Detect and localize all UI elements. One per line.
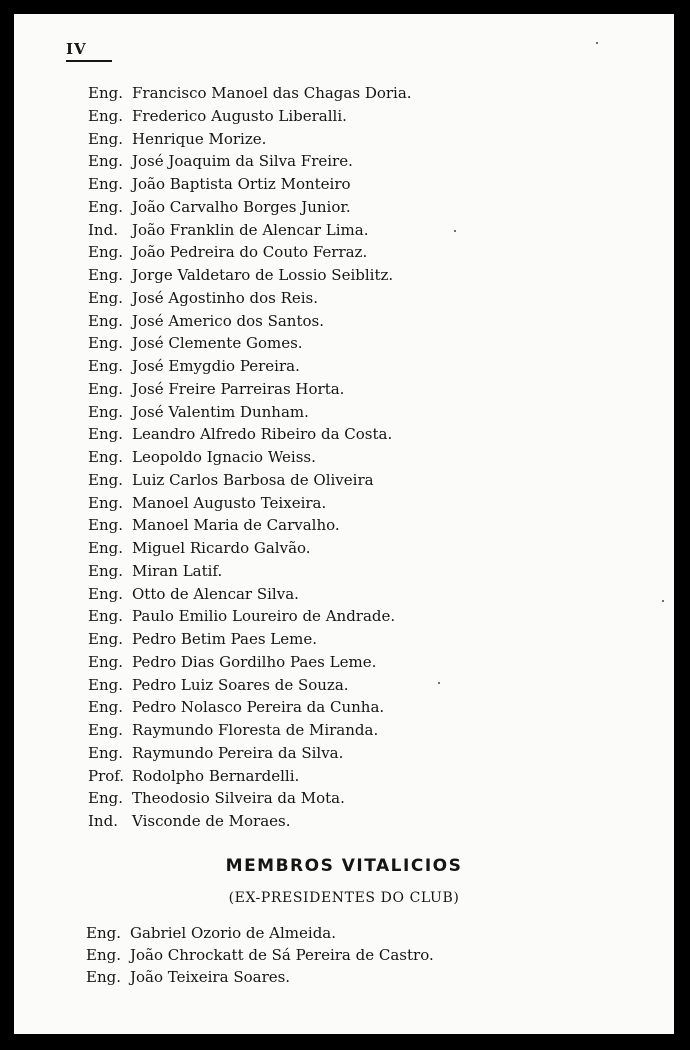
member-name: João Carvalho Borges Junior.	[132, 197, 351, 216]
paper-speck	[454, 230, 456, 232]
member-title: Eng.	[88, 106, 123, 125]
member-name: Henrique Morize.	[132, 129, 267, 148]
page-number: IV	[66, 40, 87, 58]
member-title: Eng.	[88, 607, 123, 626]
member-title: Eng.	[88, 448, 123, 466]
member-title: Eng.	[88, 311, 123, 330]
member-name: Luiz Carlos Barbosa de Oliveira	[132, 470, 374, 489]
member-entry	[88, 84, 412, 102]
lifetime-member-entry	[86, 924, 336, 942]
lifetime-member-entry	[86, 968, 290, 986]
member-name: Francisco Manoel das Chagas Doria.	[132, 84, 412, 102]
member-title: Eng.	[86, 924, 121, 942]
member-title: Eng.	[88, 243, 123, 262]
member-entry	[88, 130, 266, 148]
member-title: Eng.	[88, 630, 123, 648]
member-name: Manoel Maria de Carvalho.	[132, 516, 340, 535]
member-name: Visconde de Moraes.	[132, 812, 291, 830]
member-name: Miguel Ricardo Galvão.	[132, 539, 311, 557]
member-title: Eng.	[86, 946, 121, 964]
member-entry	[88, 471, 374, 489]
member-title: Eng.	[88, 652, 123, 671]
member-entry	[88, 380, 344, 398]
member-name: Raymundo Floresta de Miranda.	[132, 721, 379, 739]
member-name: Leopoldo Ignacio Weiss.	[132, 448, 316, 466]
member-name: Pedro Betim Paes Leme.	[132, 630, 317, 648]
member-name: Frederico Augusto Liberalli.	[132, 106, 347, 125]
member-name: João Franklin de Alencar Lima.	[132, 220, 369, 239]
member-name: João Pedreira do Couto Ferraz.	[132, 243, 368, 262]
member-entry	[88, 607, 395, 625]
member-title: Eng.	[88, 357, 123, 375]
member-entry	[88, 289, 318, 307]
member-entry	[88, 107, 347, 125]
member-name: Jorge Valdetaro de Lossio Seiblitz.	[132, 266, 394, 284]
paper-speck	[596, 42, 598, 44]
member-entry	[88, 403, 309, 421]
member-name: Pedro Luiz Soares de Souza.	[132, 675, 349, 694]
member-title: Eng.	[88, 470, 123, 489]
member-entry	[88, 516, 340, 534]
member-title: Eng.	[88, 288, 123, 307]
member-entry	[88, 243, 367, 261]
member-title: Eng.	[88, 152, 123, 171]
member-name: Rodolpho Bernardelli.	[132, 766, 300, 785]
member-title: Eng.	[88, 584, 123, 603]
member-title: Eng.	[88, 84, 123, 102]
member-entry	[88, 266, 393, 284]
member-entry	[88, 198, 351, 216]
member-entry	[88, 653, 376, 671]
member-name: Leandro Alfredo Ribeiro da Costa.	[132, 425, 393, 444]
member-title: Eng.	[88, 379, 123, 398]
member-entry	[88, 698, 384, 716]
section-subheading: (EX-PRESIDENTES DO CLUB)	[228, 890, 460, 906]
member-title: Eng.	[88, 129, 123, 148]
member-title: Eng.	[88, 402, 123, 421]
member-name: Pedro Nolasco Pereira da Cunha.	[132, 698, 385, 717]
member-entry	[88, 767, 299, 785]
member-title: Eng.	[88, 698, 123, 717]
member-title: Eng.	[88, 175, 123, 193]
member-entry	[88, 562, 222, 580]
member-title: Eng.	[88, 266, 123, 284]
member-name: Raymundo Pereira da Silva.	[132, 743, 344, 762]
member-title: Eng.	[88, 721, 123, 739]
member-name: José Joaquim da Silva Freire.	[132, 152, 353, 171]
member-title: Eng.	[88, 197, 123, 216]
member-entry	[88, 152, 353, 170]
lifetime-member-entry	[86, 946, 434, 964]
member-title: Eng.	[88, 743, 123, 762]
member-name: João Teixeira Soares.	[130, 968, 291, 986]
member-name: Gabriel Ozorio de Almeida.	[130, 924, 337, 942]
member-title: Ind.	[88, 812, 118, 830]
member-entry	[88, 221, 368, 239]
member-title: Eng.	[88, 539, 123, 557]
member-entry	[88, 494, 326, 512]
member-title: Eng.	[88, 675, 123, 694]
member-entry	[88, 539, 311, 557]
member-entry	[88, 312, 324, 330]
member-entry	[88, 721, 378, 739]
member-title: Eng.	[88, 493, 123, 512]
member-name: Otto de Alencar Silva.	[132, 584, 299, 603]
member-title: Eng.	[88, 516, 123, 535]
member-name: José Agostinho dos Reis.	[132, 288, 319, 307]
member-entry	[88, 812, 291, 830]
member-name: José Clemente Gomes.	[132, 334, 303, 353]
member-name: Manoel Augusto Teixeira.	[132, 493, 327, 512]
member-name: Miran Latif.	[132, 561, 223, 580]
member-entry	[88, 789, 345, 807]
member-entry	[88, 357, 300, 375]
member-name: João Baptista Ortiz Monteiro	[132, 175, 351, 193]
member-name: José Emygdio Pereira.	[132, 357, 300, 375]
member-name: Pedro Dias Gordilho Paes Leme.	[132, 652, 377, 671]
member-name: Paulo Emilio Loureiro de Andrade.	[132, 607, 396, 626]
member-entry	[88, 744, 343, 762]
member-entry	[88, 585, 299, 603]
member-title: Eng.	[88, 425, 123, 444]
member-title: Prof.	[88, 766, 125, 785]
page-number-rule	[66, 60, 112, 62]
document-page	[14, 14, 674, 1034]
paper-speck	[662, 600, 664, 602]
member-title: Eng.	[88, 561, 123, 580]
member-entry	[88, 425, 392, 443]
member-entry	[88, 175, 351, 193]
member-entry	[88, 448, 316, 466]
section-heading: MEMBROS VITALICIOS	[225, 856, 463, 876]
member-title: Eng.	[88, 789, 123, 808]
member-entry	[88, 676, 349, 694]
member-name: João Chrockatt de Sá Pereira de Castro.	[130, 946, 434, 964]
member-title: Ind.	[88, 220, 118, 239]
member-entry	[88, 334, 303, 352]
member-name: José Valentim Dunham.	[132, 402, 309, 421]
member-title: Eng.	[88, 334, 123, 353]
member-entry	[88, 630, 317, 648]
member-name: Theodosio Silveira da Mota.	[132, 789, 345, 808]
member-title: Eng.	[86, 968, 121, 986]
paper-speck	[438, 682, 440, 684]
member-name: José Americo dos Santos.	[132, 311, 324, 330]
member-name: José Freire Parreiras Horta.	[132, 379, 345, 398]
